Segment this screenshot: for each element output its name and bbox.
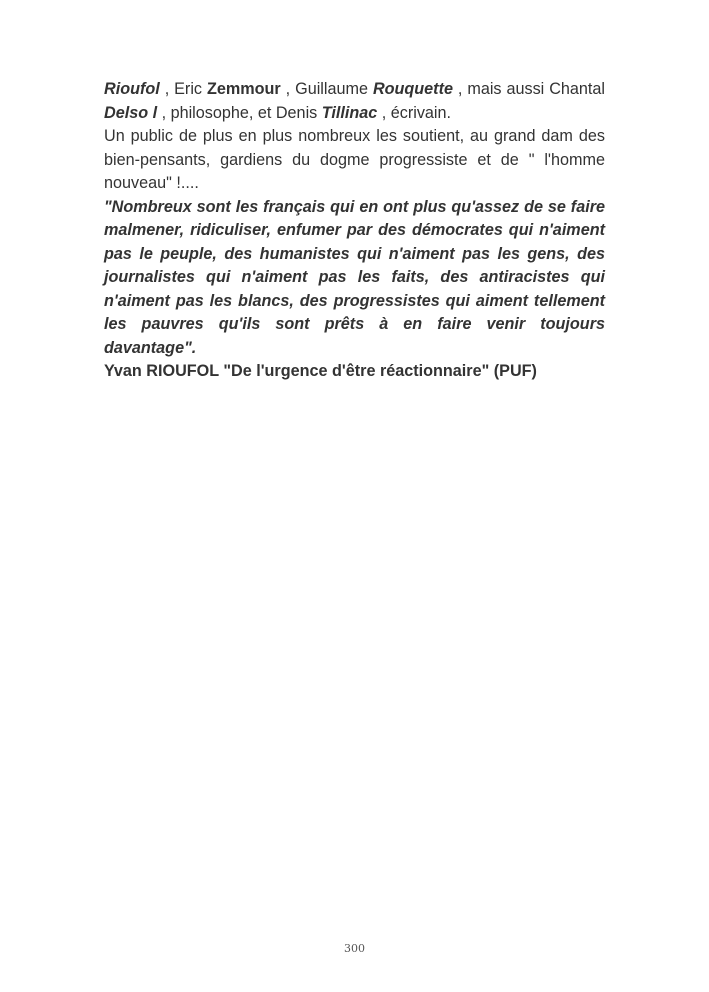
page-body [104, 78, 605, 384]
author-name: Zemmour [206, 80, 281, 98]
separator-text: , Guillaume [280, 80, 373, 98]
author-name: Rioufol [104, 80, 160, 98]
citation-line: Yvan RIOUFOL "De l'urgence d'être réactionnaire" (PUF) [104, 362, 537, 380]
separator-text: , Eric [159, 80, 207, 98]
separator-text: , écrivain. [377, 103, 452, 122]
quote-paragraph: "Nombreux sont les français qui en ont plus qu'assez de se faire malmener, ridiculiser, enfumer par des démocrates qui n'aiment pas le peuple, des humanistes qui n'aiment pas les gens, des journalistes qui n'aiment pas les faits, des antiracistes qui n'aiment pas les blancs, des progressistes qui aiment tellement les pauvres qu'ils sont prêts à en faire venir toujours davantage". [104, 197, 605, 357]
author-name: Tillinac [321, 103, 378, 122]
author-name: Rouquette [372, 80, 453, 98]
separator-text: , mais aussi Chantal [452, 80, 605, 98]
names-paragraph [104, 78, 605, 125]
body-paragraph: Un public de plus en plus nombreux les soutient, au grand dam des bien-pensants, gardiens du dogme progressiste et de " l'homme nouveau" !.... [104, 127, 605, 192]
page-number: 300 [344, 942, 365, 955]
author-name: Delso l [104, 103, 158, 122]
separator-text: , philosophe, et Denis [157, 103, 322, 122]
